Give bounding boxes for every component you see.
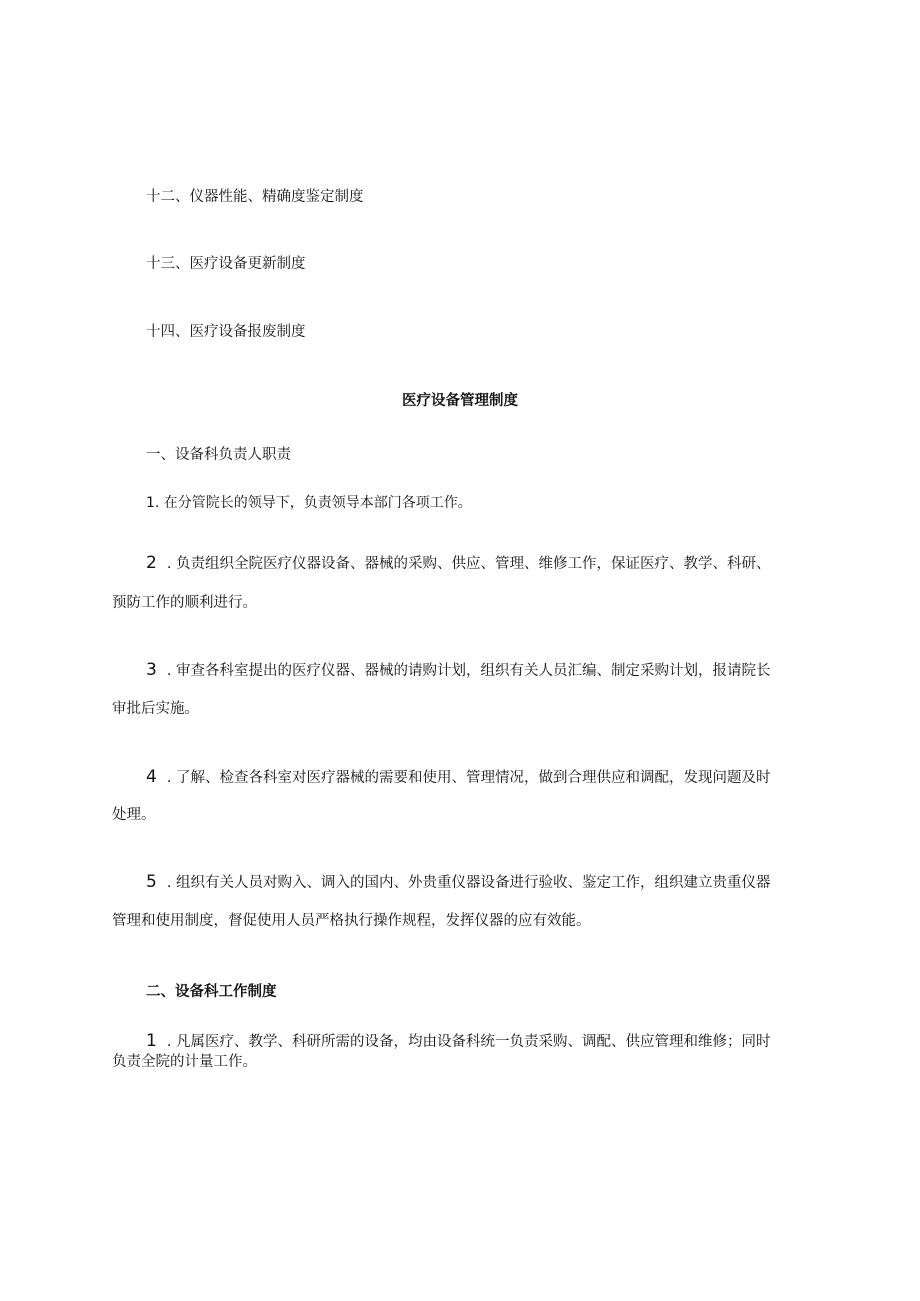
item-number: 1 — [146, 1031, 157, 1051]
list-item: 1. 在分管院长的领导下，负责领导本部门各项工作。 — [146, 495, 472, 511]
list-item — [146, 1031, 771, 1052]
list-item — [146, 660, 771, 681]
list-item — [146, 553, 771, 574]
toc-item: 十三、医疗设备更新制度 — [146, 256, 306, 272]
section-heading: 一、设备科负责人职责 — [146, 447, 291, 463]
section-heading: 二、设备科工作制度 — [146, 984, 277, 1000]
item-number: 2 — [146, 553, 157, 573]
item-number: 3 — [146, 660, 157, 680]
item-continuation: 处理。 — [112, 807, 156, 823]
item-text: . 组织有关人员对购入、调入的国内、外贵重仪器设备进行验收、鉴定工作，组织建立贵重仪器 — [166, 875, 771, 891]
list-item — [146, 767, 771, 788]
toc-item: 十二、仪器性能、精确度鉴定制度 — [146, 189, 364, 205]
item-text: . 凡属医疗、教学、科研所需的设备，均由设备科统一负责采购、调配、供应管理和维修；同时 — [166, 1034, 771, 1050]
document-title: 医疗设备管理制度 — [402, 393, 518, 409]
item-continuation: 预防工作的顺利进行。 — [112, 595, 257, 611]
item-continuation: 负责全院的计量工作。 — [112, 1054, 257, 1070]
list-item — [146, 872, 771, 893]
toc-item: 十四、医疗设备报废制度 — [146, 324, 306, 340]
item-text: . 审查各科室提出的医疗仪器、器械的请购计划，组织有关人员汇编、制定采购计划，报请院长 — [166, 663, 771, 679]
item-continuation: 管理和使用制度，督促使用人员严格执行操作规程，发挥仪器的应有效能。 — [112, 913, 591, 929]
item-text: . 了解、检查各科室对医疗器械的需要和使用、管理情况，做到合理供应和调配，发现问题及时 — [166, 770, 771, 786]
item-text: . 负责组织全院医疗仪器设备、器械的采购、供应、管理、维修工作，保证医疗、教学、科研、 — [166, 556, 771, 572]
item-number: 5 — [146, 872, 157, 892]
item-continuation: 审批后实施。 — [112, 701, 199, 717]
item-number: 4 — [146, 767, 157, 787]
